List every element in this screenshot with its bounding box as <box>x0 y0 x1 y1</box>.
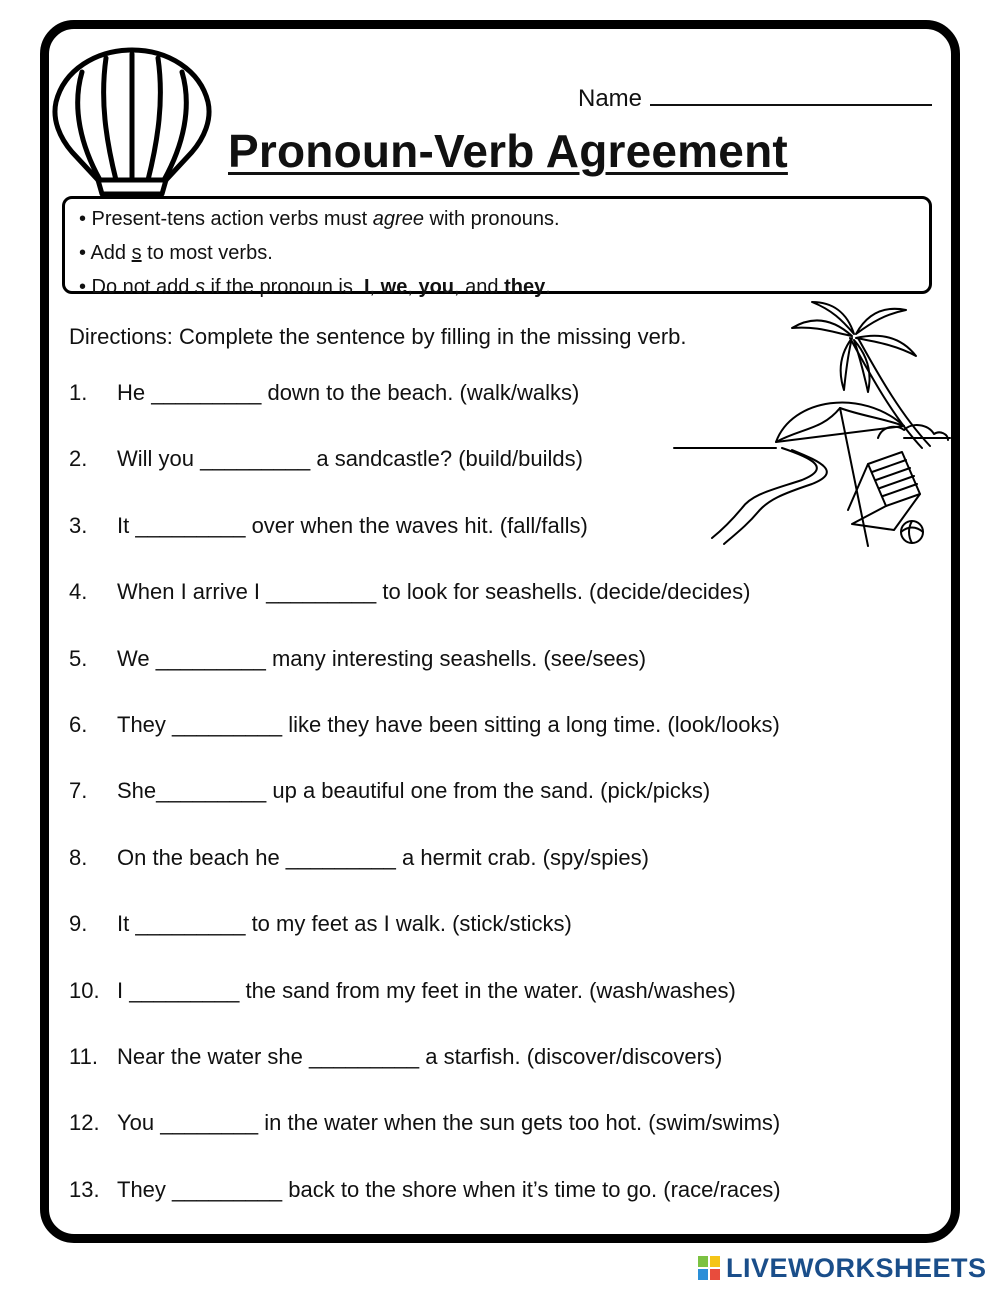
question-number: 11. <box>69 1044 98 1069</box>
question-text: She_________ up a beautiful one from the sand. (pick/picks) <box>117 778 711 803</box>
question-12[interactable] <box>69 1110 780 1136</box>
question-3[interactable] <box>69 513 588 539</box>
question-text: When I arrive I _________ to look for seashells. (decide/decides) <box>117 579 751 604</box>
beach-illustration <box>672 298 952 558</box>
page-title: Pronoun-Verb Agreement <box>228 125 788 177</box>
rules-box <box>62 196 932 298</box>
question-9[interactable] <box>69 911 572 937</box>
question-text: We _________ many interesting seashells. (see/sees) <box>117 646 647 671</box>
directions: Directions: Complete the sentence by filling in the missing verb. <box>69 324 687 349</box>
question-number: 3. <box>69 513 88 538</box>
question-7[interactable] <box>69 778 710 804</box>
question-13[interactable] <box>69 1177 781 1203</box>
question-text: He _________ down to the beach. (walk/walks) <box>117 380 580 405</box>
question-number: 9. <box>69 911 88 936</box>
question-text: You ________ in the water when the sun gets too hot. (swim/swims) <box>117 1110 781 1135</box>
question-text: On the beach he _________ a hermit crab. (spy/spies) <box>117 845 649 870</box>
liveworksheets-footer <box>698 1252 987 1284</box>
question-number: 1. <box>69 380 88 405</box>
question-text: It _________ over when the waves hit. (fall/falls) <box>117 513 588 538</box>
question-number: 6. <box>69 712 88 737</box>
question-text: It _________ to my feet as I walk. (stick/sticks) <box>117 911 572 936</box>
name-blank[interactable] <box>650 84 932 106</box>
rule-1: • Present-tens action verbs must agree with pronouns. <box>79 208 560 230</box>
rule-3: • Do not add s if the pronoun is I, we, you, and they. <box>79 276 551 298</box>
question-number: 2. <box>69 446 88 471</box>
question-2[interactable] <box>69 446 583 472</box>
name-field <box>578 84 932 113</box>
question-number: 4. <box>69 579 88 604</box>
question-11[interactable] <box>69 1044 722 1070</box>
question-number: 7. <box>69 778 88 803</box>
question-text: They _________ like they have been sitting a long time. (look/looks) <box>117 712 780 737</box>
question-number: 8. <box>69 845 88 870</box>
question-1[interactable] <box>69 380 579 406</box>
question-number: 10. <box>69 978 100 1003</box>
rule-2: • Add s to most verbs. <box>79 242 273 264</box>
question-number: 13. <box>69 1177 100 1202</box>
question-5[interactable] <box>69 646 646 672</box>
liveworksheets-logo-icon <box>698 1256 720 1280</box>
question-text: I _________ the sand from my feet in the water. (wash/washes) <box>117 978 736 1003</box>
question-10[interactable] <box>69 978 736 1004</box>
question-6[interactable] <box>69 712 780 738</box>
question-number: 12. <box>69 1110 100 1135</box>
brand-name: LIVEWORKSHEETS <box>726 1252 987 1283</box>
seashell-icon <box>46 40 218 198</box>
question-text: Will you _________ a sandcastle? (build/builds) <box>117 446 583 471</box>
question-8[interactable] <box>69 845 649 871</box>
name-label: Name <box>578 85 643 112</box>
question-text: They _________ back to the shore when it’s time to go. (race/races) <box>117 1177 781 1202</box>
question-number: 5. <box>69 646 88 671</box>
question-text: Near the water she _________ a starfish. (discover/discovers) <box>117 1044 723 1069</box>
question-4[interactable] <box>69 579 750 605</box>
